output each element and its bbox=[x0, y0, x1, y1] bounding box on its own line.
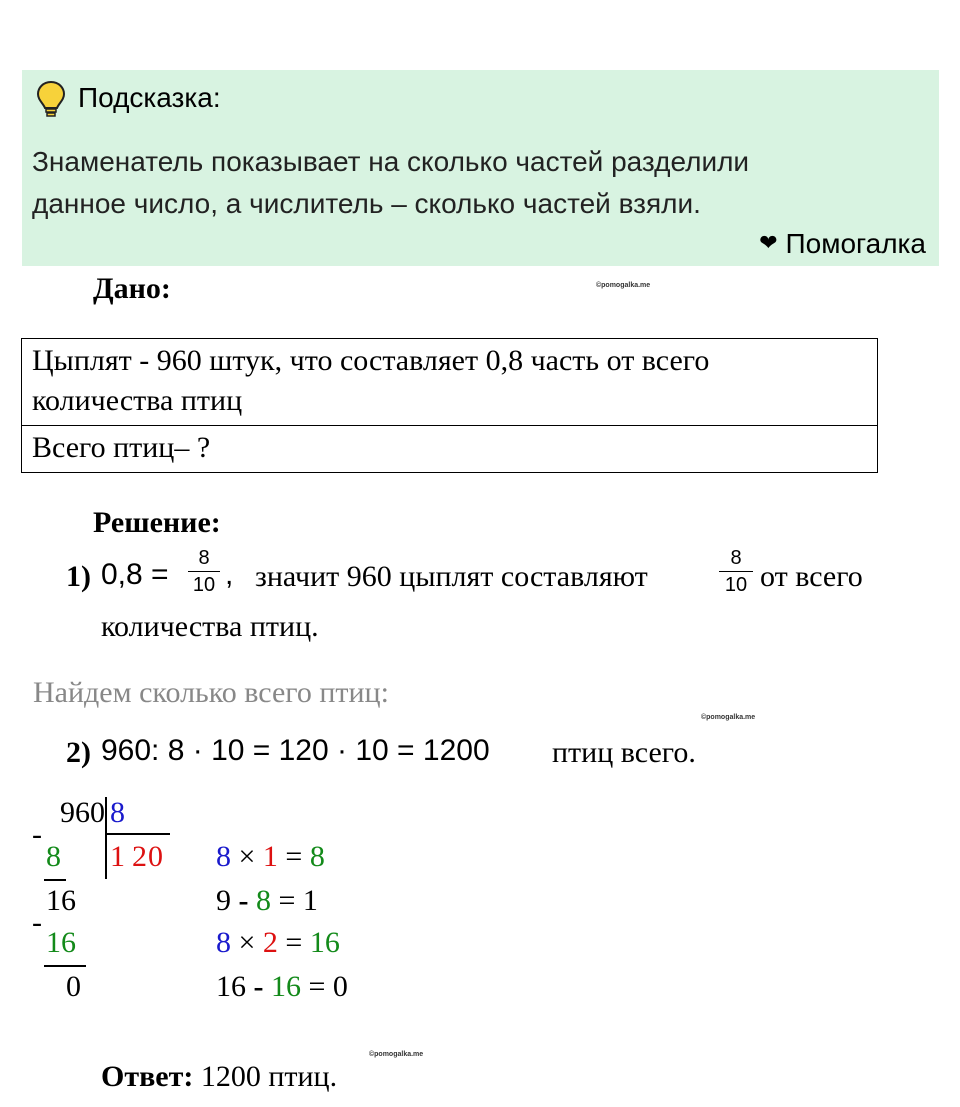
hint-title: Подсказка: bbox=[78, 82, 221, 113]
heart-icon: ❤ bbox=[759, 230, 778, 255]
minus-sign-2: - bbox=[32, 906, 42, 939]
note-3-r: 16 bbox=[309, 926, 340, 959]
step-2-text: птиц всего. bbox=[552, 736, 696, 769]
note-3 bbox=[216, 926, 340, 960]
answer-value: 1200 птиц. bbox=[200, 1060, 338, 1093]
note-2-r: 1 bbox=[302, 884, 318, 917]
answer bbox=[101, 1060, 337, 1094]
step-1-line-2: количества птиц. bbox=[101, 610, 319, 643]
dividend: 960 bbox=[60, 796, 105, 829]
note-2-b: 8 bbox=[256, 884, 271, 917]
quotient-digit-3: 0 bbox=[148, 840, 163, 873]
step-1-number: 1) bbox=[66, 560, 91, 593]
solution-heading: Решение: bbox=[93, 506, 221, 539]
step-1-fraction bbox=[188, 547, 220, 596]
hint-text-line-2: данное число, а числитель – сколько частей взяли. bbox=[32, 188, 701, 219]
note-2-a: 9 bbox=[216, 884, 231, 917]
brand-label bbox=[759, 228, 926, 260]
step-1-comma: , bbox=[225, 558, 234, 591]
note-4 bbox=[216, 970, 348, 1004]
given-row-chickens bbox=[22, 339, 877, 425]
hint-text-line-1: Знаменатель показывает на сколько частей разделили bbox=[32, 146, 750, 177]
given-row-chickens-line-2: количества птиц bbox=[32, 384, 243, 417]
step-1-text-end: от всего bbox=[760, 560, 863, 593]
divisor: 8 bbox=[110, 796, 125, 829]
note-4-a: 16 bbox=[216, 970, 246, 1003]
fraction-numerator: 8 bbox=[198, 547, 210, 569]
note-1-eq: = bbox=[285, 840, 303, 873]
find-total-text: Найдем сколько всего птиц: bbox=[33, 676, 389, 709]
subtraction-line-2 bbox=[44, 965, 86, 967]
note-1-op: × bbox=[238, 840, 256, 873]
note-3-b: 2 bbox=[262, 926, 278, 959]
note-4-r: 0 bbox=[332, 970, 348, 1003]
fraction-denominator: 10 bbox=[192, 574, 216, 596]
division-vertical-line bbox=[105, 797, 107, 879]
step-2-expression: 960: 8 · 10 = 120 · 10 = 1200 bbox=[101, 734, 490, 767]
quotient-digit-2: 2 bbox=[132, 840, 147, 873]
note-2-op: - bbox=[238, 884, 249, 917]
note-2-eq: = bbox=[278, 884, 296, 917]
remainder-2: 0 bbox=[66, 970, 81, 1003]
step-2-number: 2) bbox=[66, 736, 91, 769]
given-table bbox=[21, 338, 878, 473]
brand-name: Помогалка bbox=[785, 228, 926, 259]
step-1-text: значит 960 цыплят составляют bbox=[255, 560, 648, 593]
given-heading: Дано: bbox=[93, 272, 171, 305]
note-1-a: 8 bbox=[216, 840, 231, 873]
subtrahend-2: 16 bbox=[46, 926, 76, 959]
given-row-total bbox=[22, 425, 877, 472]
fraction-2-numerator: 8 bbox=[730, 547, 742, 569]
given-row-total-text: Всего птиц– ? bbox=[32, 431, 211, 464]
note-3-op: × bbox=[238, 926, 256, 959]
answer-label: Ответ: bbox=[101, 1060, 194, 1093]
note-4-b: 16 bbox=[271, 970, 301, 1003]
lightbulb-icon bbox=[36, 80, 66, 118]
note-4-op: - bbox=[253, 970, 264, 1003]
note-2 bbox=[216, 884, 318, 918]
fraction-2-denominator: 10 bbox=[724, 574, 748, 596]
note-1 bbox=[216, 840, 325, 874]
step-1-lhs: 0,8 = bbox=[101, 558, 169, 591]
step-1-fraction-2 bbox=[719, 547, 753, 596]
quotient-digit-1: 1 bbox=[110, 840, 125, 873]
remainder-1: 16 bbox=[46, 884, 76, 917]
note-3-a: 8 bbox=[216, 926, 231, 959]
subtrahend-1: 8 bbox=[46, 840, 61, 873]
note-4-eq: = bbox=[308, 970, 326, 1003]
division-horizontal-line bbox=[105, 833, 170, 835]
watermark: ©pomogalka.me bbox=[369, 1051, 424, 1058]
subtraction-line-1 bbox=[44, 879, 66, 881]
note-1-b: 1 bbox=[262, 840, 278, 873]
watermark: ©pomogalka.me bbox=[596, 282, 651, 289]
given-row-chickens-line-1: Цыплят - 960 штук, что составляет 0,8 часть от всего bbox=[32, 344, 710, 377]
minus-sign-1: - bbox=[32, 818, 42, 851]
watermark: ©pomogalka.me bbox=[701, 714, 756, 721]
note-1-r: 8 bbox=[309, 840, 325, 873]
note-3-eq: = bbox=[285, 926, 303, 959]
